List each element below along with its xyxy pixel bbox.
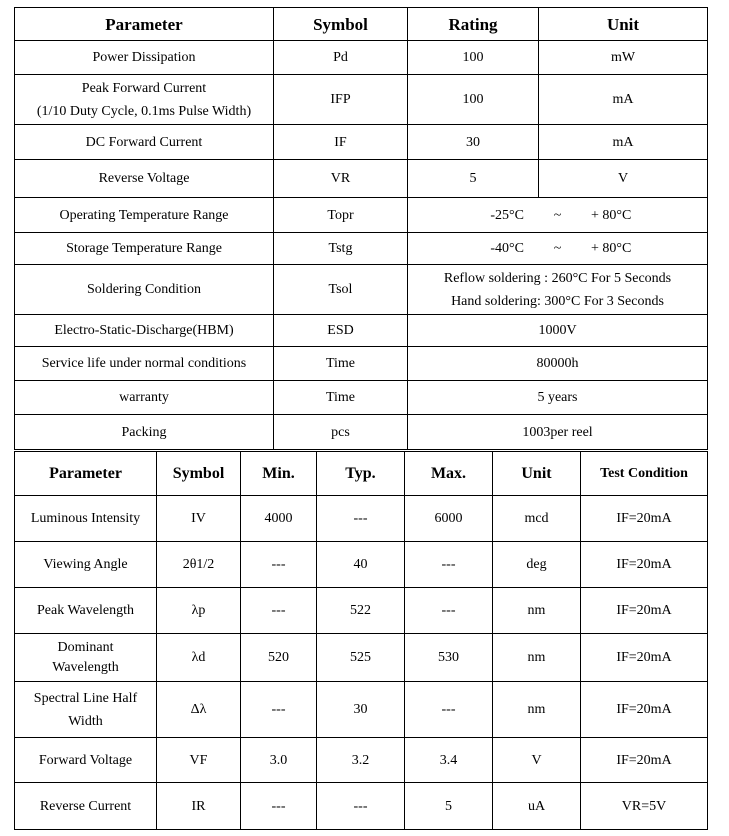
max-cell: 3.4 [405, 738, 493, 783]
absolute-max-ratings-table [14, 7, 708, 450]
rating-cell: 30 [408, 125, 539, 160]
optical-characteristics-table [14, 451, 708, 830]
unit-cell: mA [539, 75, 708, 125]
unit-cell: mW [539, 41, 708, 75]
symbol-cell: Time [274, 381, 408, 415]
parameter-cell: Storage Temperature Range [15, 233, 274, 265]
value-cell: 1003per reel [408, 415, 708, 450]
max-cell: 5 [405, 783, 493, 830]
soldering-cell [408, 265, 708, 315]
header-row [15, 8, 708, 41]
parameter-cell: Viewing Angle [15, 542, 157, 588]
rating-cell: 5 [408, 160, 539, 198]
typ-cell: 30 [317, 682, 405, 738]
table-row [15, 588, 708, 634]
parameter-cell: Reverse Current [15, 783, 157, 830]
symbol-cell: Pd [274, 41, 408, 75]
typ-cell: 40 [317, 542, 405, 588]
table-row [15, 265, 708, 315]
header-symbol: Symbol [274, 8, 408, 41]
header-typ: Typ. [317, 452, 405, 496]
table-row [15, 198, 708, 233]
symbol-cell: λd [157, 634, 241, 682]
parameter-note: (1/10 Duty Cycle, 0.1ms Pulse Width) [36, 103, 252, 119]
parameter-cell [15, 634, 157, 682]
header-max: Max. [405, 452, 493, 496]
symbol-cell: Tsol [274, 265, 408, 315]
parameter-line-2: Wavelength [52, 659, 119, 675]
parameter-cell: Soldering Condition [15, 265, 274, 315]
rating-range-cell [408, 233, 708, 265]
parameter-line-1: Spectral Line Half [33, 690, 138, 706]
parameter-cell [15, 75, 274, 125]
rating-range-cell [408, 198, 708, 233]
min-cell: 3.0 [241, 738, 317, 783]
unit-cell: uA [493, 783, 581, 830]
parameter-cell: warranty [15, 381, 274, 415]
range-min: -25°C [490, 207, 524, 223]
typ-cell: --- [317, 783, 405, 830]
parameter-cell: Service life under normal conditions [15, 347, 274, 381]
parameter-cell: Forward Voltage [15, 738, 157, 783]
reflow-soldering-text: Reflow soldering : 260°C For 5 Seconds [443, 270, 672, 286]
min-cell: --- [241, 542, 317, 588]
parameter-line-1: Dominant [57, 639, 114, 655]
parameter-cell [15, 682, 157, 738]
table-row [15, 125, 708, 160]
max-cell: 6000 [405, 496, 493, 542]
range-separator: ~ [553, 207, 562, 223]
symbol-cell: Topr [274, 198, 408, 233]
parameter-cell: Packing [15, 415, 274, 450]
symbol-cell: IF [274, 125, 408, 160]
unit-cell: V [539, 160, 708, 198]
table-row [15, 634, 708, 682]
symbol-cell: ESD [274, 315, 408, 347]
range-max: + 80°C [591, 241, 632, 256]
max-cell: --- [405, 682, 493, 738]
range-min: -40°C [490, 241, 524, 256]
unit-cell: nm [493, 634, 581, 682]
typ-cell: --- [317, 496, 405, 542]
parameter-cell: Luminous Intensity [15, 496, 157, 542]
header-parameter: Parameter [15, 452, 157, 496]
condition-cell: IF=20mA [581, 738, 708, 783]
min-cell: 4000 [241, 496, 317, 542]
min-cell: 520 [241, 634, 317, 682]
symbol-cell: IR [157, 783, 241, 830]
max-cell: 530 [405, 634, 493, 682]
table-row [15, 682, 708, 738]
unit-cell: mcd [493, 496, 581, 542]
table-row [15, 496, 708, 542]
table-row [15, 315, 708, 347]
symbol-cell: Δλ [157, 682, 241, 738]
range-max: + 80°C [591, 207, 632, 223]
parameter-cell: Reverse Voltage [15, 160, 274, 198]
parameter-cell: DC Forward Current [15, 125, 274, 160]
symbol-cell: Time [274, 347, 408, 381]
symbol-cell: Tstg [274, 233, 408, 265]
rating-cell: 100 [408, 41, 539, 75]
symbol-cell: IV [157, 496, 241, 542]
condition-cell: IF=20mA [581, 588, 708, 634]
parameter-cell: Power Dissipation [15, 41, 274, 75]
condition-cell: IF=20mA [581, 542, 708, 588]
max-cell: --- [405, 588, 493, 634]
condition-cell: VR=5V [581, 783, 708, 830]
table-row [15, 41, 708, 75]
condition-cell: IF=20mA [581, 634, 708, 682]
symbol-cell: 2θ1/2 [157, 542, 241, 588]
table-row [15, 381, 708, 415]
symbol-cell: VF [157, 738, 241, 783]
symbol-cell: λp [157, 588, 241, 634]
range-separator: ~ [553, 241, 562, 256]
header-row [15, 452, 708, 496]
value-cell: 5 years [408, 381, 708, 415]
min-cell: --- [241, 682, 317, 738]
max-cell: --- [405, 542, 493, 588]
table-row [15, 738, 708, 783]
header-unit: Unit [539, 8, 708, 41]
header-test-condition: Test Condition [581, 452, 708, 496]
rating-cell: 100 [408, 75, 539, 125]
table-row [15, 415, 708, 450]
table-row [15, 347, 708, 381]
table-row [15, 783, 708, 830]
typ-cell: 522 [317, 588, 405, 634]
min-cell: --- [241, 783, 317, 830]
symbol-cell: pcs [274, 415, 408, 450]
header-symbol: Symbol [157, 452, 241, 496]
table-row [15, 160, 708, 198]
parameter-text: Peak Forward Current [81, 80, 207, 96]
parameter-cell: Peak Wavelength [15, 588, 157, 634]
value-cell: 1000V [408, 315, 708, 347]
table-row [15, 542, 708, 588]
header-rating: Rating [408, 8, 539, 41]
header-parameter: Parameter [15, 8, 274, 41]
hand-soldering-text: Hand soldering: 300°C For 3 Seconds [451, 293, 664, 309]
condition-cell: IF=20mA [581, 496, 708, 542]
parameter-cell: Electro-Static-Discharge(HBM) [15, 315, 274, 347]
parameter-cell: Operating Temperature Range [15, 198, 274, 233]
unit-cell: nm [493, 682, 581, 738]
condition-cell: IF=20mA [581, 682, 708, 738]
symbol-cell: VR [274, 160, 408, 198]
header-unit: Unit [493, 452, 581, 496]
table-row [15, 233, 708, 265]
parameter-line-2: Width [68, 713, 103, 729]
value-cell: 80000h [408, 347, 708, 381]
unit-cell: mA [539, 125, 708, 160]
unit-cell: V [493, 738, 581, 783]
unit-cell: nm [493, 588, 581, 634]
typ-cell: 525 [317, 634, 405, 682]
table-row [15, 75, 708, 125]
symbol-cell: IFP [274, 75, 408, 125]
unit-cell: deg [493, 542, 581, 588]
typ-cell: 3.2 [317, 738, 405, 783]
min-cell: --- [241, 588, 317, 634]
header-min: Min. [241, 452, 317, 496]
